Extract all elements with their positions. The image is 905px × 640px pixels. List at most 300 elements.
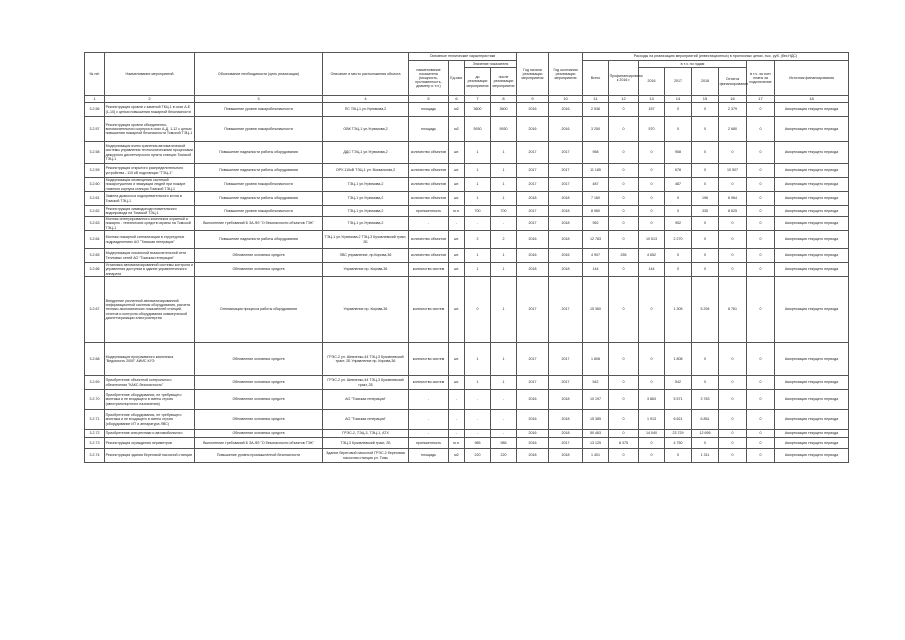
value-after: 700 [491,206,517,217]
value-after: 1 [491,376,517,390]
value-before: 0 [465,277,491,343]
remaining-amount: 10 507 [719,164,747,178]
header-indicator-name: наименование показателя (мощность, протяженность, диаметр и т.п.) [409,61,449,96]
justification: Обновление основных средств [195,376,323,390]
value-after: 5930 [491,117,517,142]
row-number: 3.2.71 [85,410,105,430]
remaining-amount: 0 [719,430,747,438]
start-year: 2018 [517,263,549,277]
unit: - [449,410,465,430]
remaining-amount: 0 [719,390,747,410]
unit: шт. [449,343,465,376]
cost-2017: 958 [665,142,692,164]
unit: шт. [449,192,465,206]
value-after: 220 [491,449,517,463]
row-number: 3.2.66 [85,263,105,277]
cost-2018: 0 [692,178,719,192]
location: ЛВС управление, пр.Кирова,36 [323,249,409,263]
location: ОВК ТЭЦ-1 ул.Угрюмова,2 [323,117,409,142]
value-before: 1 [465,164,491,178]
cost-2016: 10 513 [639,231,665,249]
cost-2017: 1 305 [665,277,692,343]
header-financed: Профинансировано к 2016 г. [609,61,639,96]
start-year: 2016 [517,117,549,142]
financed-amount: 0 [609,103,639,117]
row-number: 3.2.64 [85,231,105,249]
remaining-amount: 2 680 [719,117,747,142]
row-number: 3.2.58 [85,142,105,164]
end-year: 2018 [549,430,583,438]
total-cost: 15 360 [583,277,609,343]
column-number: 3 [195,96,323,103]
justification: Повышение уровня пожаробезопасности [195,103,323,117]
end-year: 2018 [549,410,583,430]
financing-source: Амортизация текущего периода [775,192,849,206]
unit: - [449,430,465,438]
row-number: 3.2.70 [85,390,105,410]
value-after: - [491,410,517,430]
value-before: 700 [465,206,491,217]
location: ТЭЦ-1 ул.Угрюмова,2 [323,192,409,206]
unit: - [449,217,465,231]
justification: Обновление основных средств [195,263,323,277]
measure-name: Замена дымососа подогревательного котла в Томской ТЭЦ-1 [105,192,195,206]
unit: м2 [449,117,465,142]
cost-2016: 3 863 [639,390,665,410]
justification: Обновление основных средств [195,343,323,376]
cost-2018: 0 [692,263,719,277]
total-cost: 1 401 [583,449,609,463]
justification: Выполнение требований Б ЗА-ФЗ "О безопасности объектов ТЭК" [195,217,323,231]
column-number: 5 [409,96,449,103]
cost-2017: 542 [665,376,692,390]
column-number: 6 [449,96,465,103]
end-year: 2018 [549,449,583,463]
end-year: 2017 [549,438,583,449]
value-after: 2 [491,231,517,249]
justification: Обновление основных средств [195,410,323,430]
value-after: 1 [491,142,517,164]
value-before: 2 [465,231,491,249]
investment-program-table [84,52,849,463]
value-before: 220 [465,449,491,463]
column-number: 16 [719,96,747,103]
value-before: 5930 [465,117,491,142]
value-before: 1 [465,249,491,263]
header-year-2018: 2018 [692,68,719,96]
row-number: 3.2.74 [85,449,105,463]
header-row-number: № п/п [85,53,105,96]
financed-amount: 0 [609,277,639,343]
measure-name: Реконструкция здания береговой насосной станции [105,449,195,463]
table-row [85,178,849,192]
header-end-year: Год окончания реализации мероприятия [549,53,583,96]
total-cost: 952 [583,217,609,231]
cost-2017: 0 [665,103,692,117]
remaining-amount: 0 [719,438,747,449]
value-before: 1 [465,178,491,192]
location: ТЭЦ-1 ул.Угрюмова,2 [323,217,409,231]
value-after: 1 [491,178,517,192]
compensation-amount: 0 [747,192,775,206]
financing-source: Амортизация текущего периода [775,178,849,192]
end-year: 2017 [549,376,583,390]
compensation-amount: 0 [747,178,775,192]
value-before: 1 [465,142,491,164]
cost-2017: 2 270 [665,231,692,249]
cost-2017: 0 [665,206,692,217]
cost-2017: 5 571 [665,390,692,410]
start-year: 2016 [517,430,549,438]
financing-source: Амортизация текущего периода [775,249,849,263]
table-body [85,103,849,463]
cost-2018: 0 [692,249,719,263]
financing-source: Амортизация текущего периода [775,390,849,410]
value-after: - [491,390,517,410]
end-year: 2018 [549,231,583,249]
compensation-amount: 0 [747,376,775,390]
column-number: 10 [549,96,583,103]
row-number: 3.2.65 [85,249,105,263]
measure-name: Монтаж интегрированного комплекса охранной и пожарно - технических средств охраны на Томской ТЭЦ-1 [105,217,195,231]
financing-source: Амортизация текущего периода [775,277,849,343]
compensation-amount: 0 [747,117,775,142]
total-cost: 7 160 [583,192,609,206]
justification: Повышение уровня пожаробезопасности [195,206,323,217]
end-year: 2017 [549,178,583,192]
table-row [85,438,849,449]
table-header [85,53,849,103]
unit: шт. [449,164,465,178]
financed-amount: 0 [609,430,639,438]
row-number: 3.2.72 [85,430,105,438]
table-row [85,263,849,277]
cost-2016: 0 [639,206,665,217]
header-location: Описание и место расположения объекта [323,53,409,96]
end-year: 2017 [549,164,583,178]
total-cost: 958 [583,142,609,164]
remaining-amount: 0 [719,449,747,463]
end-year: 2016 [549,249,583,263]
financing-source: Амортизация текущего периода [775,449,849,463]
measure-name: Приобретение оборудования, не требующего монтажа и не входящего в сметы строек (оборудование ИТ и аппаратура ЛВС) [105,410,195,430]
cost-2016: 157 [639,103,665,117]
row-number: 3.2.61 [85,192,105,206]
total-cost: 50 463 [583,430,609,438]
financed-amount: 0 [609,449,639,463]
remaining-amount: 8 625 [719,206,747,217]
start-year: 2018 [517,192,549,206]
remaining-amount: 0 [719,231,747,249]
financing-source: Амортизация текущего периода [775,410,849,430]
header-after: после реализации мероприятия [491,68,517,96]
total-cost: 542 [583,376,609,390]
unit: м.п. [449,206,465,217]
financing-source: Амортизация текущего периода [775,103,849,117]
row-number: 3.2.73 [85,438,105,449]
total-cost: 15 385 [583,410,609,430]
start-year: 2017 [517,206,549,217]
financing-source: Амортизация текущего периода [775,164,849,178]
row-number: 3.2.60 [85,178,105,192]
column-number: 4 [323,96,409,103]
cost-2018: 0 [692,117,719,142]
financed-amount: 0 [609,217,639,231]
remaining-amount: 0 [719,376,747,390]
cost-2016: 0 [639,343,665,376]
cost-2016: 0 [639,277,665,343]
table-row [85,231,849,249]
unit: шт. [449,263,465,277]
remaining-amount: 0 [719,217,747,231]
location: ГРЭС-2 ул. Шевченко,44 ТЭЦ-3 Кузовлевский тракт, 2Б [323,376,409,390]
table-row [85,192,849,206]
financing-source: Амортизация текущего периода [775,343,849,376]
measure-name: Приобретение оборудования, не требующего монтажа и не входящего в сметы строек (автотранспортного назначения) [105,390,195,410]
justification: Повышение надежности работы оборудования [195,164,323,178]
justification: Повышение надежности работы оборудования [195,192,323,206]
end-year: 2018 [549,390,583,410]
compensation-amount: 0 [747,206,775,217]
financing-source: Амортизация текущего периода [775,142,849,164]
cost-2016: 0 [639,217,665,231]
value-before: 1 [465,192,491,206]
header-technical-characteristics: Основные технические характеристики [409,53,517,61]
indicator-name: количество объектов [409,249,449,263]
measure-name: Приобретение спецтехники и автомобильного [105,430,195,438]
cost-2018: 0 [692,164,719,178]
value-before: 985 [465,438,491,449]
total-cost: 487 [583,178,609,192]
remaining-amount: 2 379 [719,103,747,117]
cost-2016: 14 040 [639,430,665,438]
start-year: 2016 [517,410,549,430]
column-number-row [85,96,849,103]
cost-2018: 5 294 [692,277,719,343]
value-after: 3600 [491,103,517,117]
financed-amount: 0 [609,390,639,410]
row-number: 3.2.63 [85,217,105,231]
value-after: 1 [491,277,517,343]
location: ПС ТКЦ-1 ул.Угрюмова,2 [323,103,409,117]
table-row [85,277,849,343]
value-before: 1 [465,343,491,376]
financed-amount: 8 375 [609,438,639,449]
cost-2018: 12 695 [692,430,719,438]
compensation-amount: 0 [747,438,775,449]
compensation-amount: 0 [747,231,775,249]
total-cost: 13 125 [583,438,609,449]
total-cost: 3 250 [583,117,609,142]
compensation-amount: 0 [747,410,775,430]
financing-source: Амортизация текущего периода [775,217,849,231]
row-number: 3.2.69 [85,376,105,390]
header-justification: Обоснование необходимости (цель реализации) [195,53,323,96]
unit: шт. [449,376,465,390]
end-year: 2018 [549,263,583,277]
cost-2017: 952 [665,217,692,231]
financing-source: Амортизация текущего периода [775,263,849,277]
column-number: 9 [517,96,549,103]
indicator-name: количество объектов [409,178,449,192]
header-source: Источник финансирования [775,61,849,96]
table-row [85,117,849,142]
total-cost: 11 185 [583,164,609,178]
cost-2017: 23 729 [665,430,692,438]
justification: Выполнение требований Б ЗА-ФЗ "О безопасности объектов ТЭК" [195,438,323,449]
financing-source: Амортизация текущего периода [775,430,849,438]
cost-2017: 0 [665,192,692,206]
end-year: 2018 [549,206,583,217]
location: Управление пр. Кирова,36 [323,263,409,277]
indicator-name: - [409,217,449,231]
measure-name: Модернизация локальной вычислительной сети Тепловых сетей АО "Томская генерация" [105,249,195,263]
remaining-amount: 0 [719,249,747,263]
column-number: 17 [747,96,775,103]
cost-2017: 0 [665,117,692,142]
table-row [85,206,849,217]
table-row [85,164,849,178]
justification: Обновление основных средств [195,390,323,410]
cost-2016: 0 [639,376,665,390]
justification: Повышение уровня пожаробезопасности [195,117,323,142]
indicator-name: количество систем [409,277,449,343]
remaining-amount: 0 [719,263,747,277]
financed-amount: 0 [609,117,639,142]
measure-name: Реконструкция кровли объединенно-вспомогательного корпуса в осях А-Д, 1-12 с целью повышения пожарной безопасности Томской ТЭЦ-1 [105,117,195,142]
indicator-name: - [409,410,449,430]
cost-2018: 0 [692,142,719,164]
column-number: 1 [85,96,105,103]
start-year: 2017 [517,277,549,343]
cost-2017: 6 621 [665,410,692,430]
column-number: 13 [639,96,665,103]
total-cost: 1 808 [583,343,609,376]
financed-amount: 0 [609,410,639,430]
header-expenses: Расходы на реализацию мероприятий (инвестиционных) в прогнозных ценах, тыс. руб. (без НДС) [583,53,849,61]
total-cost: 8 960 [583,206,609,217]
start-year: 2017 [517,178,549,192]
start-year: 2017 [517,376,549,390]
cost-2016: 0 [639,438,665,449]
cost-2018: 0 [692,438,719,449]
cost-2016: 0 [639,449,665,463]
cost-2018: 3 763 [692,390,719,410]
row-number: 3.2.62 [85,206,105,217]
remaining-amount: 8 761 [719,277,747,343]
unit: - [449,390,465,410]
location: ГРЭС-2, ТЭЦ-3, ТЭЦ-1, АТХ [323,430,409,438]
row-number: 3.2.57 [85,117,105,142]
cost-2017: 0 [665,449,692,463]
financing-source: Амортизация текущего периода [775,117,849,142]
financed-amount: 0 [609,142,639,164]
measure-name: Внедрение усиленной автоматизированной информационной системы оборудования, расчета технико-экономических показателей станций, отчетов и контроля оборудования коммерческой диспетчеризации электроэнергии [105,277,195,343]
location: ГРЭС-2 ул. Шевченко,44 ТЭЦ-3 Кузовлевский тракт, 2Б Управление пр. Кирова,36 [323,343,409,376]
remaining-amount: 0 [719,178,747,192]
header-indicator-value: Значение показателя [465,61,517,68]
unit: шт. [449,231,465,249]
value-before: 1 [465,263,491,277]
compensation-amount: 0 [747,343,775,376]
cost-2017: 487 [665,178,692,192]
start-year: 2017 [517,343,549,376]
cost-2018: 0 [692,103,719,117]
value-before: - [465,390,491,410]
header-year-2017: 2017 [665,68,692,96]
cost-2017: 0 [665,263,692,277]
financed-amount: 0 [609,376,639,390]
value-after: 1 [491,192,517,206]
compensation-amount: 0 [747,430,775,438]
indicator-name: количество объектов [409,142,449,164]
cost-2018: 196 [692,192,719,206]
column-number: 15 [692,96,719,103]
total-cost: 12 783 [583,231,609,249]
value-after: 1 [491,343,517,376]
location: ОРУ-110кВ ТЭЦ-1 ул. Вокзальная,2 [323,164,409,178]
row-number: 3.2.67 [85,277,105,343]
measure-name: Модернизация программного комплекса "Ведомость 2000" АИИС КУЭ [105,343,195,376]
end-year: 2017 [549,142,583,164]
cost-2016: 0 [639,178,665,192]
start-year: 2017 [517,164,549,178]
compensation-amount: 0 [747,390,775,410]
indicator-name: количество объектов [409,164,449,178]
cost-2016: 570 [639,117,665,142]
table-row [85,430,849,438]
cost-2017: 678 [665,164,692,178]
header-by-years: в т.ч. по годам [639,61,747,68]
column-number: 12 [609,96,639,103]
unit: м.п. [449,438,465,449]
cost-2017: 1 808 [665,343,692,376]
table-row [85,449,849,463]
value-before: 1 [465,376,491,390]
header-start-year: Год начала реализации мероприятия [517,53,549,96]
financing-source: Амортизация текущего периода [775,438,849,449]
end-year: 2017 [549,343,583,376]
measure-name: Установка автоматизированной системы контроля и управления доступом в здание управленческого аппарата [105,263,194,276]
total-cost: 10 197 [583,390,609,410]
financed-amount: 0 [609,263,639,277]
table-row [85,343,849,376]
justification: Повышение уровня пожаробезопасности [195,178,323,192]
table-row [85,217,849,231]
cost-2017: 4 750 [665,438,692,449]
unit: м2 [449,449,465,463]
cost-2016: 0 [639,192,665,206]
indicator-name: площадь [409,103,449,117]
unit: шт. [449,277,465,343]
justification: Повышение надежности работы оборудования [195,231,323,249]
start-year: 2016 [517,249,549,263]
financing-source: Амортизация текущего периода [775,231,849,249]
compensation-amount: 0 [747,142,775,164]
header-unit: Ед.изм. [449,61,465,96]
location: ТЭЦ-1 ул.Угрюмова,2 [323,206,409,217]
justification: Оптимизация процесса работы оборудования [195,277,323,343]
location: ДДС ТЭЦ-1 ул.Угрюмова,2 [323,142,409,164]
measure-name: Реконструкция кровли с заменой ТКЦ-1 в осях А-Е (1-10) с целью повышения пожарной безопасности [105,103,195,117]
compensation-amount: 0 [747,249,775,263]
cost-2016: 0 [639,142,665,164]
value-before: 3600 [465,103,491,117]
cost-2018: 0 [692,231,719,249]
table-row [85,103,849,117]
total-cost: 2 536 [583,103,609,117]
value-before: - [465,217,491,231]
